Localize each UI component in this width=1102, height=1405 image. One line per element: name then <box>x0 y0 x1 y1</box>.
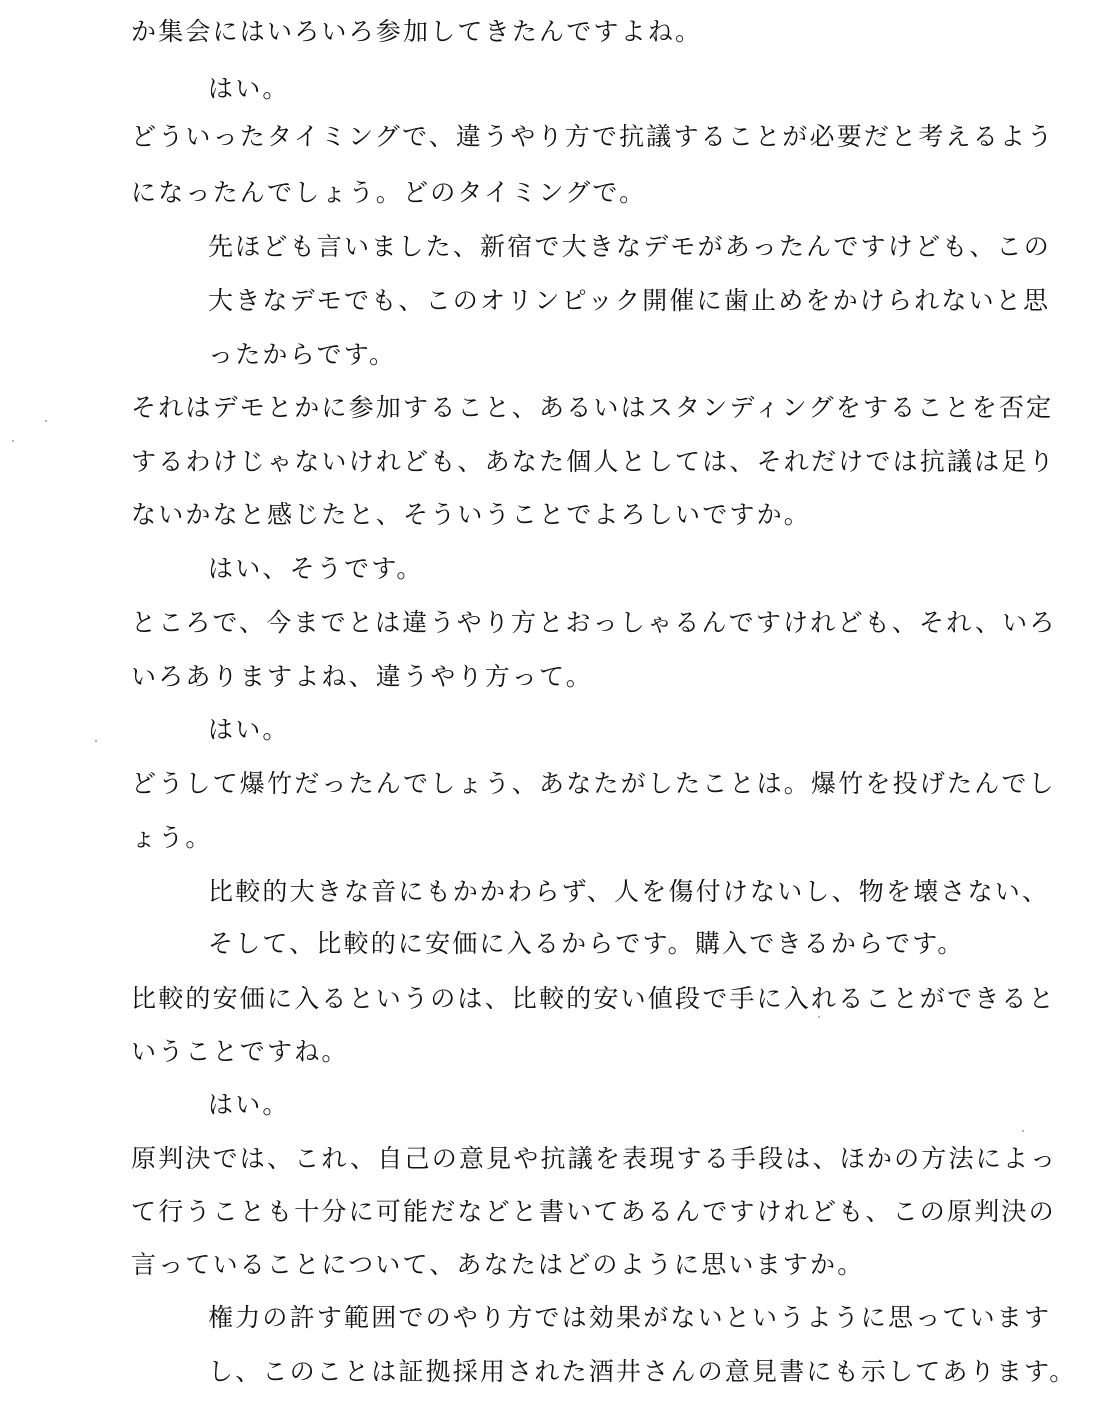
question-line: どうして爆竹だったんでしょう、あなたがしたことは。爆竹を投げたんでし <box>131 769 1056 798</box>
answer-line: はい。 <box>208 74 290 103</box>
question-line: ないかなと感じたと、そういうことでよろしいですか。 <box>131 500 812 529</box>
scan-speck <box>95 740 97 742</box>
answer-line: はい、そうです。 <box>208 554 424 583</box>
question-line: て行うことも十分に可能だなどと書いてあるんですけれども、この原判決の <box>131 1197 1056 1226</box>
answer-line: はい。 <box>208 715 290 744</box>
scan-speck <box>1022 1130 1024 1132</box>
answer-line: 大きなデモでも、このオリンピック開催に歯止めをかけられないと思 <box>208 286 1051 315</box>
question-line: いろありますよね、違うやり方って。 <box>131 662 593 691</box>
question-line: するわけじゃないけれども、あなた個人としては、それだけでは抗議は足り <box>131 447 1056 476</box>
scan-speck <box>12 440 14 442</box>
question-line: ょう。 <box>131 823 213 852</box>
question-line: どういったタイミングで、違うやり方で抗議することが必要だと考えるよう <box>131 122 1055 151</box>
question-line: か集会にはいろいろ参加してきたんですよね。 <box>131 17 703 46</box>
question-line: 言っていることについて、あなたはどのように思いますか。 <box>131 1250 865 1279</box>
answer-line: 権力の許す範囲でのやり方では効果がないというように思っています <box>208 1303 1052 1332</box>
question-line: ところで、今までとは違うやり方とおっしゃるんですけれども、それ、いろ <box>131 608 1057 637</box>
answer-line: 先ほども言いました、新宿で大きなデモがあったんですけども、この <box>208 232 1051 261</box>
answer-line: そして、比較的に安価に入るからです。購入できるからです。 <box>208 929 965 958</box>
scan-speck <box>818 1016 820 1018</box>
question-line: になったんでしょう。どのタイミングで。 <box>131 178 647 207</box>
question-line: 原判決では、これ、自己の意見や抗議を表現する手段は、ほかの方法によっ <box>131 1144 1058 1173</box>
question-line: いうことですね。 <box>131 1037 349 1066</box>
question-line: 比較的安価に入るというのは、比較的安い値段で手に入れることができると <box>131 984 1056 1013</box>
answer-line: 比較的大きな音にもかかわらず、人を傷付けないし、物を壊さない、 <box>208 877 1050 906</box>
answer-line: はい。 <box>208 1090 290 1119</box>
answer-line: ったからです。 <box>208 340 397 369</box>
question-line: それはデモとかに参加すること、あるいはスタンディングをすることを否定 <box>131 393 1054 422</box>
scan-speck <box>45 420 47 422</box>
answer-line: し、このことは証拠採用された酒井さんの意見書にも示してあります。 <box>208 1357 1077 1386</box>
